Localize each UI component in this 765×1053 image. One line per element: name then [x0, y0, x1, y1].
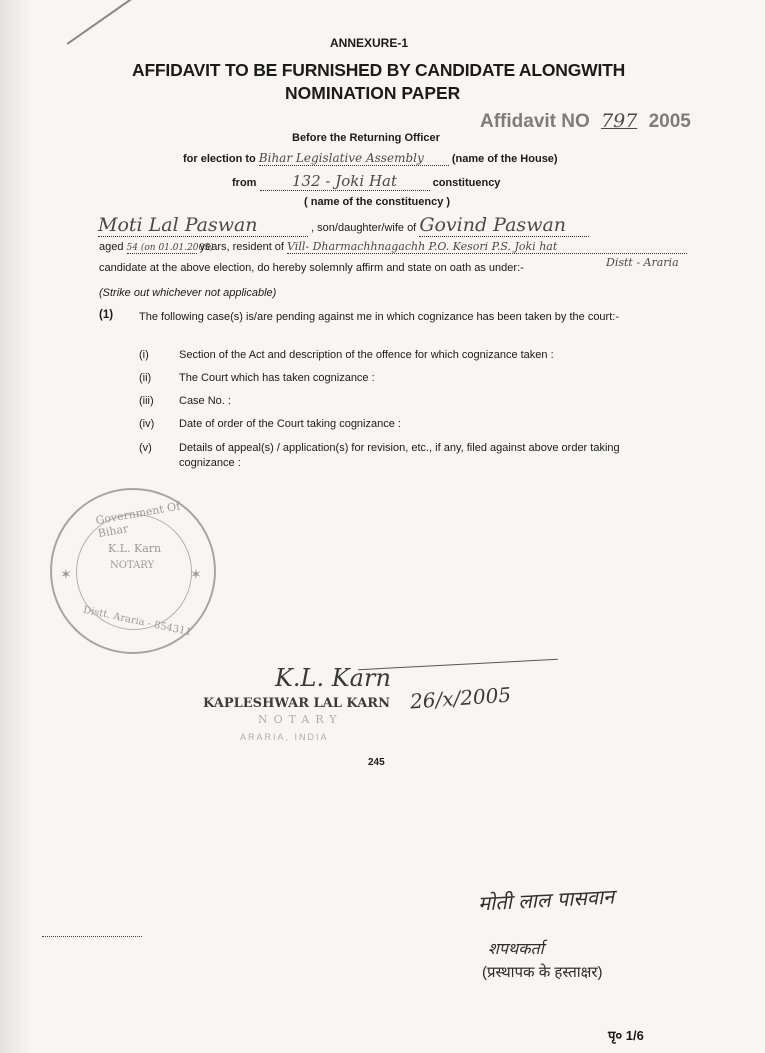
title-line-2: NOMINATION PAPER	[285, 83, 461, 103]
page-number: 245	[368, 757, 385, 768]
scan-edge-shadow	[0, 0, 30, 1053]
affidavit-year: 2005	[648, 111, 691, 132]
deponent-signature-2: शपथकर्ता	[488, 939, 544, 958]
seal-outer-text: Government Of Bihar	[94, 499, 182, 541]
item-number: (ii)	[139, 372, 152, 384]
seal-name: K.L. Karn	[108, 542, 162, 555]
seal-star-left-icon: ✶	[60, 566, 72, 582]
notary-name: KAPLESHWAR LAL KARN	[203, 696, 390, 711]
district-value: Distt - Araria	[606, 256, 679, 269]
section-number: (1)	[99, 309, 114, 321]
constituency-note: ( name of the constituency )	[304, 196, 451, 208]
list-item	[139, 349, 659, 372]
deponent-caption: (प्रस्थापक के हस्ताक्षर)	[482, 964, 603, 981]
seal-bottom-text: Distt. Araria - 854311	[82, 604, 193, 639]
footer-page: पृ० 1/6	[608, 1028, 644, 1043]
dotted-line	[42, 936, 142, 937]
item-number: (iii)	[139, 395, 154, 407]
item-number: (v)	[139, 442, 152, 454]
candidate-line	[98, 214, 589, 237]
election-line	[183, 151, 558, 166]
affidavit-number-stamp	[480, 110, 691, 133]
list-item	[139, 418, 659, 441]
deponent-signature: मोती लाल पासवान	[477, 884, 615, 916]
item-text: Details of appeal(s) / application(s) for revision, etc., if any, filed against above order taking cognizance :	[179, 442, 620, 469]
list-item	[139, 372, 659, 395]
section-intro: The following case(s) is/are pending against me in which cognizance has been taken by the court:-	[139, 311, 619, 323]
candidate-name: Moti Lal Paswan	[98, 214, 308, 237]
notary-seal	[50, 488, 216, 654]
title-line-1: AFFIDAVIT TO BE FURNISHED BY CANDIDATE ALONGWITH	[132, 60, 626, 80]
aged-label: aged	[99, 241, 124, 253]
from-line	[232, 172, 500, 191]
item-number: (iv)	[139, 418, 155, 430]
section-items	[139, 349, 659, 471]
list-item	[139, 395, 659, 418]
seal-star-right-icon: ✶	[190, 566, 202, 582]
scan-mark	[67, 0, 134, 45]
election-value: Bihar Legislative Assembly	[259, 151, 449, 166]
seal-role: NOTARY	[110, 560, 155, 571]
annexure-label: ANNEXURE-1	[330, 36, 409, 50]
affirm-text: candidate at the above election, do hereby solemnly affirm and state on oath as under:-	[99, 262, 524, 274]
item-number: (i)	[139, 349, 149, 361]
item-text: The Court which has taken cognizance :	[179, 372, 375, 384]
from-value: 132 - Joki Hat	[260, 172, 430, 191]
from-suffix: constituency	[432, 177, 501, 189]
before-returning-officer: Before the Returning Officer	[292, 132, 440, 144]
item-text: Date of order of the Court taking cognizance :	[179, 418, 401, 430]
notary-signature: K.L. Karn	[275, 664, 391, 692]
list-item	[139, 441, 659, 471]
strike-note: (Strike out whichever not applicable)	[99, 287, 277, 299]
item-text: Section of the Act and description of the offence for which cognizance taken :	[179, 349, 554, 361]
age-value: 54 (on 01.01.2005)	[126, 243, 214, 253]
affidavit-no-label: Affidavit NO	[480, 111, 590, 132]
son-of-label: , son/daughter/wife of	[311, 222, 417, 234]
notary-place: ARARIA, INDIA	[240, 732, 329, 742]
item-text: Case No. :	[179, 395, 231, 407]
affidavit-no-value: 797	[601, 110, 638, 132]
notary-title: NOTARY	[258, 713, 343, 726]
election-prefix: for election to	[183, 153, 256, 165]
father-name: Govind Paswan	[419, 214, 589, 237]
from-prefix: from	[232, 177, 257, 189]
residence-value: Vill- Dharmachhnagachh P.O. Kesori P.S. Joki hat	[287, 240, 687, 254]
notary-date: 26/x/2005	[409, 682, 512, 714]
aged-line	[99, 240, 687, 254]
election-suffix: (name of the House)	[451, 153, 558, 165]
years-resident-label: years, resident of	[199, 241, 284, 253]
